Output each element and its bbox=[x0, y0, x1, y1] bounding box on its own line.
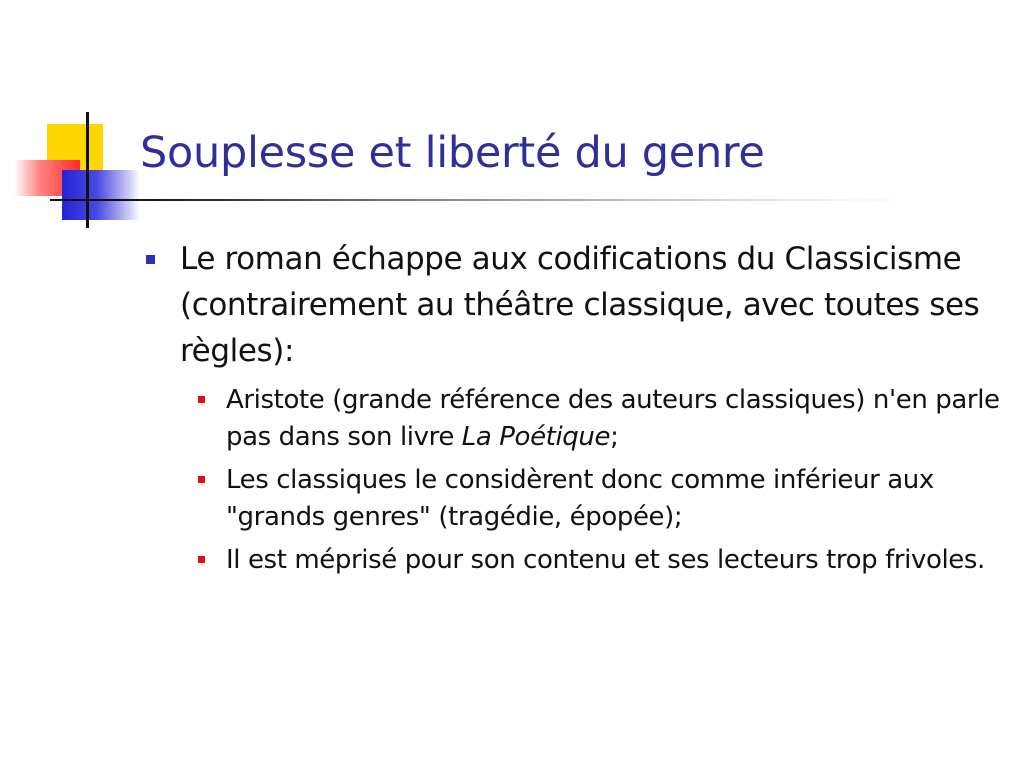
sub-bullet-text: Il est méprisé pour son contenu et ses lecteurs trop frivoles. bbox=[226, 545, 985, 575]
sub-bullet-item bbox=[186, 542, 1000, 579]
square-bullet-icon bbox=[146, 255, 155, 264]
bullet-text: Le roman échappe aux codifications du Classicisme (contrairement au théâtre classique, avec toutes ses règles): bbox=[180, 241, 980, 369]
sub-bullet-text-end: ; bbox=[610, 422, 619, 452]
sub-bullet-list bbox=[140, 382, 1000, 579]
book-title: La Poétique bbox=[461, 422, 611, 452]
sub-bullet-text: Aristote (grande référence des auteurs classiques) n'en parle pas dans son livre bbox=[226, 385, 1000, 452]
sub-bullet-item bbox=[186, 382, 1000, 456]
title-underline bbox=[50, 199, 910, 201]
decorative-logo bbox=[0, 0, 150, 240]
slide-content bbox=[140, 236, 1000, 585]
sub-bullet-text: Les classiques le considèrent donc comme inférieur aux "grands genres" (tragédie, épopée); bbox=[226, 465, 934, 532]
logo-vertical-line bbox=[86, 112, 89, 228]
slide-title: Souplesse et liberté du genre bbox=[140, 128, 765, 178]
sub-bullet-item bbox=[186, 462, 1000, 536]
square-bullet-icon bbox=[198, 396, 205, 403]
square-bullet-icon bbox=[198, 476, 205, 483]
bullet-level1 bbox=[140, 236, 1000, 374]
square-bullet-icon bbox=[198, 556, 205, 563]
blue-square bbox=[62, 170, 140, 220]
